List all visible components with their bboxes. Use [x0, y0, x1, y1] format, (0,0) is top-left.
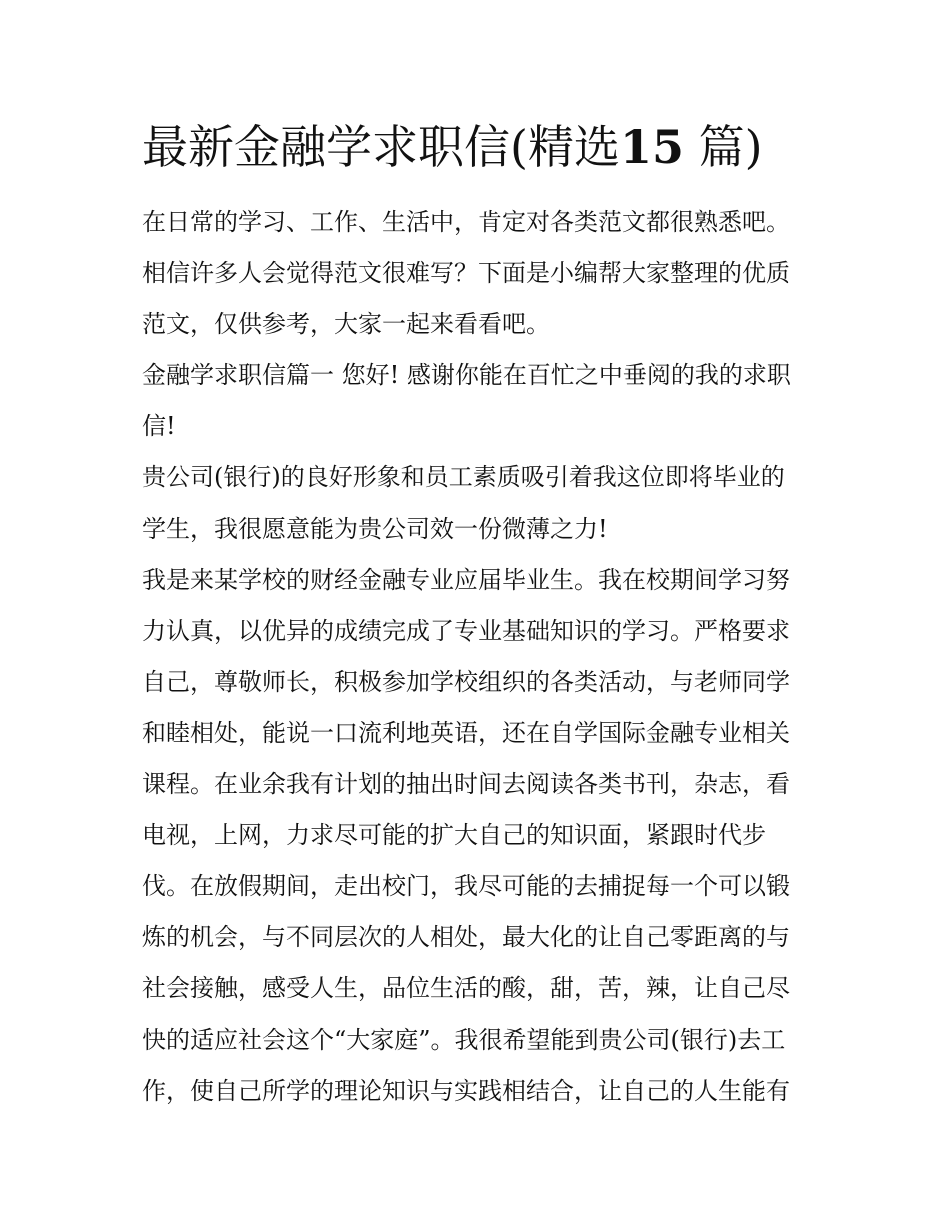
title-text-part1: 最新金融学求职信(精选 [142, 120, 620, 174]
body-line-3: 范文，仅供参考，大家一起来看看吧。 [142, 310, 550, 339]
body-line-1: 在日常的学习、工作、生活中，肯定对各类范文都很熟悉吧。 [142, 208, 790, 236]
document-body [142, 197, 812, 1117]
body-line-15: 炼的机会，与不同层次的人相处，最大化的让自己零距离的与 [142, 923, 790, 952]
body-line-6: 贵公司(银行)的良好形象和员工素质吸引着我这位即将毕业的 [142, 463, 785, 492]
body-line-17: 快的适应社会这个“大家庭”。我很希望能到贵公司(银行)去工 [142, 1025, 786, 1054]
body-line-14: 伐。在放假期间，走出校门，我尽可能的去捕捉每一个可以锻 [142, 872, 790, 901]
body-line-7: 学生，我很愿意能为贵公司效一份微薄之力! [142, 514, 608, 543]
title-number: 15 [619, 120, 684, 174]
body-line-5: 信! [142, 412, 176, 441]
body-line-10: 自己，尊敬师长，积极参加学校组织的各类活动，与老师同学 [142, 667, 790, 696]
body-line-11: 和睦相处，能说一口流利地英语，还在自学国际金融专业相关 [142, 718, 790, 747]
body-line-12: 课程。在业余我有计划的抽出时间去阅读各类书刊，杂志，看 [142, 770, 790, 799]
body-line-9: 力认真，以优异的成绩完成了专业基础知识的学习。严格要求 [142, 616, 790, 645]
body-line-18: 作，使自己所学的理论知识与实践相结合，让自己的人生能有 [142, 1076, 790, 1105]
body-line-4: 金融学求职信篇一 您好! 感谢你能在百忙之中垂阅的我的求职 [142, 361, 791, 390]
body-line-16: 社会接触，感受人生，品位生活的酸，甜，苦，辣，让自己尽 [142, 974, 790, 1003]
document-title [142, 114, 842, 180]
title-text-part2: 篇) [698, 120, 763, 174]
body-line-8: 我是来某学校的财经金融专业应届毕业生。我在校期间学习努 [142, 565, 790, 594]
body-line-13: 电视，上网，力求尽可能的扩大自己的知识面，紧跟时代步 [142, 821, 766, 850]
body-line-2: 相信许多人会觉得范文很难写？下面是小编帮大家整理的优质 [142, 259, 790, 288]
